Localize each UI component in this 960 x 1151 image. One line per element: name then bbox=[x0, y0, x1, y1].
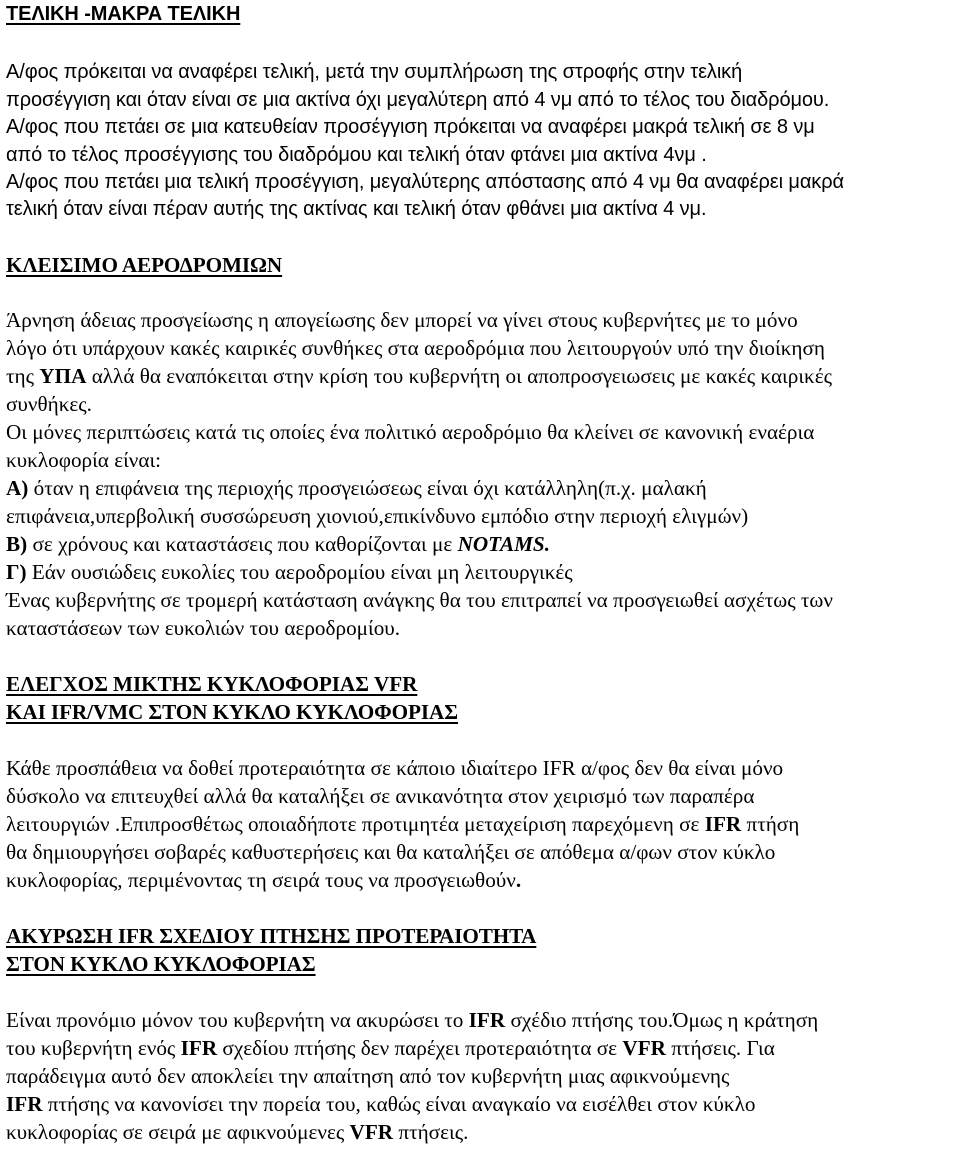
paragraph-line: κυκλοφορίας σε σειρά με αφικνούμενες VFR πτήσεις. bbox=[6, 1120, 469, 1144]
section-heading-mixed-traffic: ΕΛΕΓΧΟΣ ΜΙΚΤΗΣ ΚΥΚΛΟΦΟΡΙΑΣ VFR bbox=[6, 672, 418, 696]
paragraph-line: Είναι προνόμιο μόνον του κυβερνήτη να ακυρώσει το IFR σχέδιο πτήσης του.Όμως η κράτηση bbox=[6, 1008, 819, 1032]
paragraph-line: Ένας κυβερνήτης σε τρομερή κατάσταση ανάγκης θα του επιτραπεί να προσγειωθεί ασχέτως των bbox=[6, 588, 833, 612]
paragraph-line: παράδειγμα αυτό δεν αποκλείει την απαίτηση από τον κυβερνήτη μιας αφικνούμενης bbox=[6, 1064, 730, 1088]
paragraph-line: λόγο ότι υπάρχουν κακές καιρικές συνθήκες στα αεροδρόμια που λειτουργούν υπό την διοίκηση bbox=[6, 336, 825, 360]
section-heading-final: ΤΕΛΙΚΗ -ΜΑΚΡΑ ΤΕΛΙΚΗ bbox=[6, 3, 241, 25]
paragraph-line: θα δημιουργήσει σοβαρές καθυστερήσεις και θα καταλήξει σε απόθεμα α/φων στον κύκλο bbox=[6, 840, 776, 864]
paragraph-line: της ΥΠΑ αλλά θα εναπόκειται στην κρίση του κυβερνήτη οι αποπροσγειωσεις με κακές καιρικές bbox=[6, 364, 832, 388]
list-item-a: Α) όταν η επιφάνεια της περιοχής προσγειώσεως είναι όχι κατάλληλη(π.χ. μαλακή bbox=[6, 476, 707, 500]
paragraph-line: Άρνηση άδειας προσγείωσης η απογείωσης δεν μπορεί να γίνει στους κυβερνήτες με το μόνο bbox=[6, 308, 798, 332]
paragraph-line: από το τέλος προσέγγισης του διαδρόμου και τελική όταν φτάνει μια ακτίνα 4νμ . bbox=[6, 144, 707, 166]
paragraph-line: Α/φος που πετάει σε μια κατευθείαν προσέγγιση πρόκειται να αναφέρει μακρά τελική σε 8 νμ bbox=[6, 116, 815, 138]
list-item-b: Β) σε χρόνους και καταστάσεις που καθορίζονται με NOTAMS. bbox=[6, 532, 551, 556]
paragraph-line: IFR πτήσης να κανονίσει την πορεία του, καθώς είναι αναγκαίο να εισέλθει στον κύκλο bbox=[6, 1092, 756, 1116]
paragraph-line: Κάθε προσπάθεια να δοθεί προτεραιότητα σε κάποιο ιδιαίτερο IFR α/φος δεν θα είναι μόνο bbox=[6, 756, 784, 780]
paragraph-line: Α/φος που πετάει μια τελική προσέγγιση, μεγαλύτερης απόστασης από 4 νμ θα αναφέρει μακρά bbox=[6, 171, 844, 193]
paragraph-line: Οι μόνες περιπτώσεις κατά τις οποίες ένα πολιτικό αεροδρόμιο θα κλείνει σε κανονική εναέρια bbox=[6, 420, 815, 444]
paragraph-line: λειτουργιών .Επιπροσθέτως οποιαδήποτε προτιμητέα μεταχείριση παρεχόμενη σε IFR πτήση bbox=[6, 812, 800, 836]
paragraph-line: κυκλοφορία είναι: bbox=[6, 448, 162, 472]
list-item-a-continued: επιφάνεια,υπερβολική συσσώρευση χιονιού,επικίνδυνο εμπόδιο στην περιοχή ελιγμών) bbox=[6, 504, 749, 528]
paragraph-line: συνθήκες. bbox=[6, 392, 92, 416]
section-heading-airport-closure: ΚΛΕΙΣΙΜΟ ΑΕΡΟΔΡΟΜΙΩΝ bbox=[6, 253, 283, 277]
paragraph-line: τελική όταν είναι πέραν αυτής της ακτίνας και τελική όταν φθάνει μια ακτίνα 4 νμ. bbox=[6, 198, 707, 220]
section-heading-mixed-traffic-line2: ΚΑΙ IFR/VMC ΣΤΟΝ ΚΥΚΛΟ ΚΥΚΛΟΦΟΡΙΑΣ bbox=[6, 700, 458, 724]
list-item-g: Γ) Εάν ουσιώδεις ευκολίες του αεροδρομίου είναι μη λειτουργικές bbox=[6, 560, 573, 584]
section-heading-ifr-cancellation-line2: ΣΤΟΝ ΚΥΚΛΟ ΚΥΚΛΟΦΟΡΙΑΣ bbox=[6, 952, 316, 976]
paragraph-line: του κυβερνήτη ενός IFR σχεδίου πτήσης δεν παρέχει προτεραιότητα σε VFR πτήσεις. Για bbox=[6, 1036, 775, 1060]
section-heading-ifr-cancellation: ΑΚΥΡΩΣΗ IFR ΣΧΕΔΙΟΥ ΠΤΗΣΗΣ ΠΡΟΤΕΡΑΙΟΤΗΤΑ bbox=[6, 924, 537, 948]
paragraph-line: καταστάσεων των ευκολιών του αεροδρομίου. bbox=[6, 616, 401, 640]
paragraph-line: δύσκολο να επιτευχθεί αλλά θα καταλήξει σε ανικανότητα στον χειρισμό των παραπέρα bbox=[6, 784, 755, 808]
paragraph-line: Α/φος πρόκειται να αναφέρει τελική, μετά την συμπλήρωση της στροφής στην τελική bbox=[6, 61, 743, 83]
paragraph-line: κυκλοφορίας, περιμένοντας τη σειρά τους να προσγειωθούν. bbox=[6, 868, 522, 892]
paragraph-line: προσέγγιση και όταν είναι σε μια ακτίνα όχι μεγαλύτερη από 4 νμ από το τέλος του διαδρόμου. bbox=[6, 89, 830, 111]
